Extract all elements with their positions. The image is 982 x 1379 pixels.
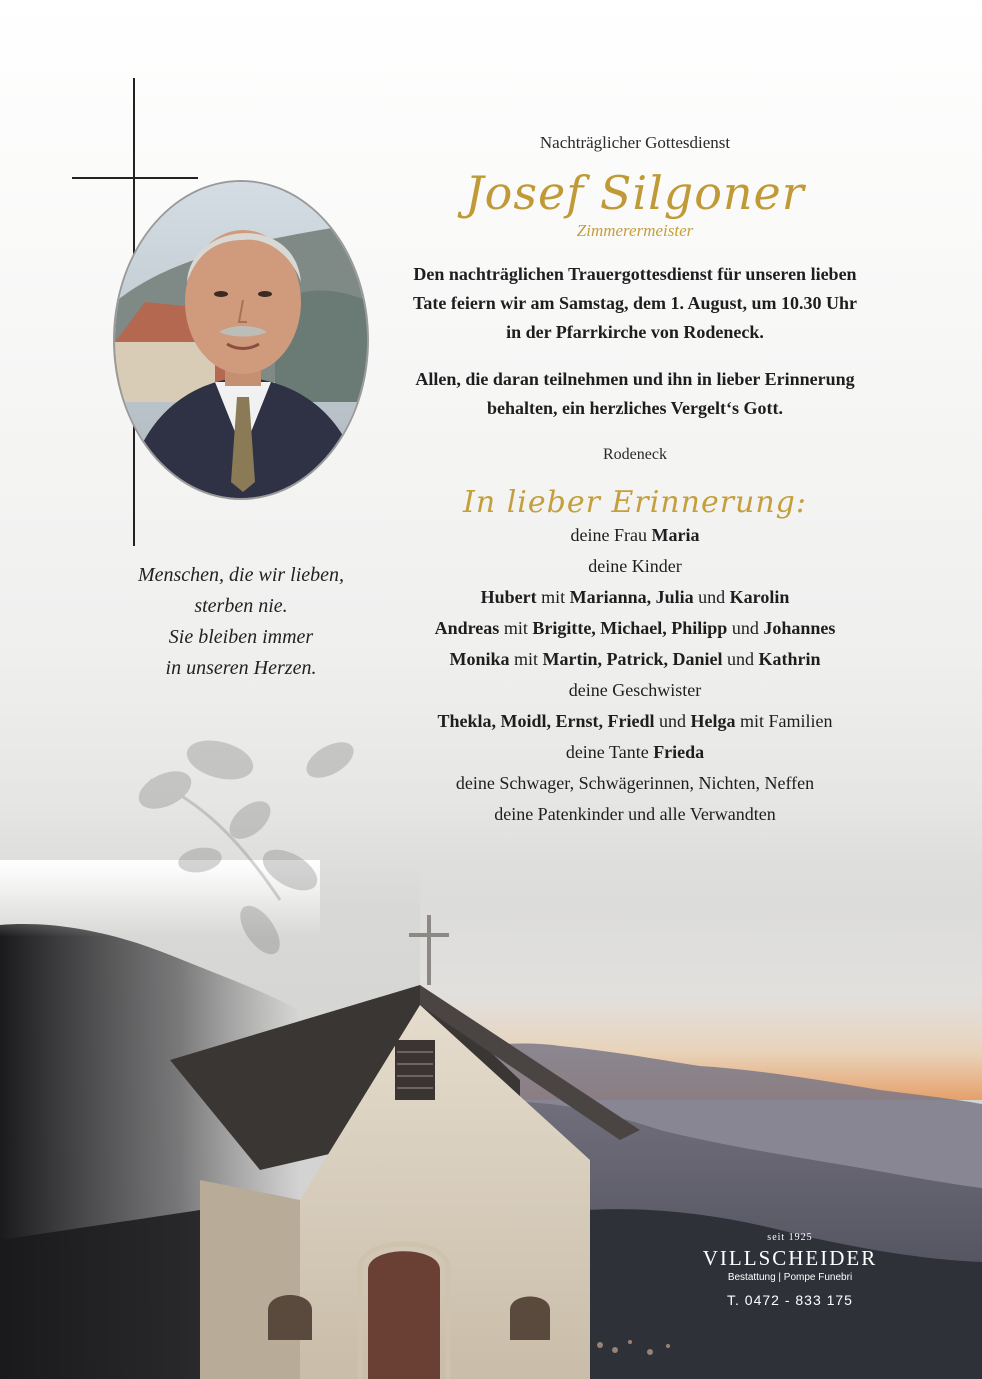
announcement-line: Den nachträglichen Trauergottesdienst für unseren lieben xyxy=(413,264,857,284)
deceased-name: Josef Silgoner xyxy=(465,166,805,220)
funeral-home-phone: T. 0472 - 833 175 xyxy=(727,1292,853,1308)
mourner-line: Monika mit Martin, Patrick, Daniel und Kathrin xyxy=(449,649,821,669)
thanks-line: behalten, ein herzliches Vergelt‘s Gott. xyxy=(487,398,783,418)
quote-line: sterben nie. xyxy=(194,595,288,617)
cross-horizontal-bar xyxy=(72,177,198,179)
funeral-home-subtitle: Bestattung | Pompe Funebri xyxy=(727,1272,853,1283)
thanks-line: Allen, die daran teilnehmen und ihn in lieber Erinnerung xyxy=(415,369,855,389)
mourner-line: deine Kinder xyxy=(588,556,682,576)
mourner-line: deine Geschwister xyxy=(568,680,702,700)
memorial-quote xyxy=(96,560,386,684)
mourner-line: deine Frau Maria xyxy=(570,525,700,545)
place-name: Rodeneck xyxy=(603,446,667,463)
funeral-home-since: seit 1925 xyxy=(767,1232,813,1243)
mourner-line: Thekla, Moidl, Ernst, Friedl und Helga mit Familien xyxy=(437,711,833,731)
thanks-text xyxy=(360,365,910,423)
quote-line: Menschen, die wir lieben, xyxy=(137,564,345,586)
deceased-profession: Zimmerermeister xyxy=(576,221,694,240)
funeral-home-logo xyxy=(690,1232,890,1311)
mourners-list xyxy=(360,520,910,830)
memory-heading: In lieber Erinnerung: xyxy=(462,485,807,520)
mourner-line: deine Schwager, Schwägerinnen, Nichten, Neffen xyxy=(455,773,815,793)
announcement-line: in der Pfarrkirche von Rodeneck. xyxy=(506,322,764,342)
mourner-line: deine Tante Frieda xyxy=(565,742,705,762)
announcement-line: Tate feiern wir am Samstag, dem 1. August, um 10.30 Uhr xyxy=(413,293,857,313)
funeral-home-name: VILLSCHEIDER xyxy=(702,1246,878,1270)
quote-line: Sie bleiben immer xyxy=(168,626,314,648)
service-announcement xyxy=(360,260,910,347)
obituary-text xyxy=(360,130,910,830)
quote-line: in unseren Herzen. xyxy=(165,657,317,679)
mourner-line: Hubert mit Marianna, Julia und Karolin xyxy=(480,587,790,607)
service-intro: Nachträglicher Gottesdienst xyxy=(539,133,731,152)
mourner-line: Andreas mit Brigitte, Michael, Philipp und Johannes xyxy=(434,618,836,638)
portrait-photo xyxy=(113,180,369,500)
mourner-line: deine Patenkinder und alle Verwandten xyxy=(494,804,776,824)
